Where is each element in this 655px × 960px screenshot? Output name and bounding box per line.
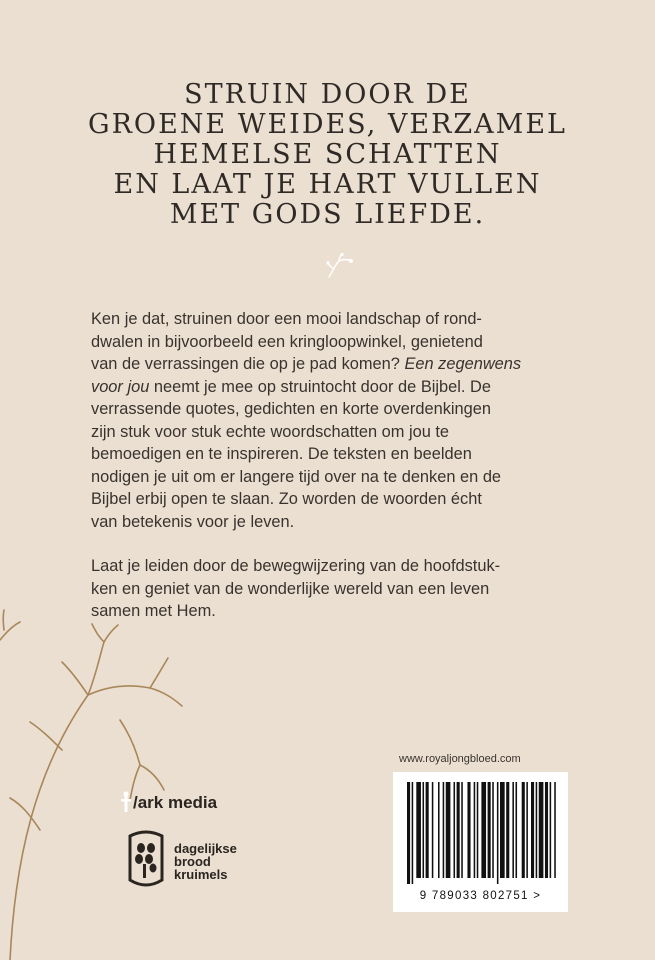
headline-line: EN LAAT JE HART VULLEN: [113, 169, 542, 200]
barcode-bar: [526, 782, 528, 878]
barcode-bar: [481, 782, 486, 878]
barcode-bar: [467, 782, 470, 878]
barcode-bar: [497, 782, 499, 884]
text-line: bemoedigen en te inspireren. De teksten en beelden: [91, 445, 472, 463]
text-line: zijn stuk voor stuk echte woordschatten om jou te: [91, 422, 450, 441]
barcode-bar: [554, 782, 556, 878]
barcode-bar: [545, 782, 548, 878]
barcode-bar: [488, 782, 491, 878]
barcode-bar: [457, 782, 460, 878]
description: [91, 308, 567, 645]
barcode-bar: [423, 782, 425, 878]
barcode-bar: [477, 782, 479, 878]
publisher-name: /ark media: [133, 793, 218, 812]
book-title-fragment: Een zegenwens: [404, 355, 522, 373]
barcode-bar: [512, 782, 514, 878]
text-fragment: van de verrassingen die op je pad komen?: [91, 355, 405, 373]
headline-line: GROENE WEIDES, VERZAMEL: [88, 109, 567, 140]
imprint-name-line: dagelijkse: [174, 840, 237, 856]
text-fragment: neemt je mee op struintocht door de Bijbel. De: [149, 377, 491, 396]
text-line: dwalen in bijvoorbeeld een kringloopwinkel, genietend: [91, 332, 483, 351]
dried-plant-illustration: [0, 600, 260, 960]
barcode-bar: [500, 782, 505, 878]
description-paragraph: [91, 308, 567, 533]
headline-line: STRUIN DOOR DE: [184, 79, 471, 110]
imprint-name: [174, 842, 237, 881]
barcode-bar: [550, 782, 552, 878]
bread-grain-icon: [122, 830, 170, 892]
ark-crown-icon: [119, 790, 133, 816]
barcode-bar: [446, 782, 451, 878]
headline-line: MET GODS LIEFDE.: [169, 199, 486, 230]
barcode-bar: [443, 782, 445, 878]
barcode-bar: [506, 782, 509, 878]
ark-media-logo: [119, 790, 217, 816]
headline-line: HEMELSE SCHATTEN: [153, 139, 502, 170]
barcode-bar: [416, 782, 421, 878]
text-line: [91, 353, 567, 376]
dagelijkse-broodkruimels-logo: [122, 830, 237, 892]
sprig-ornament-icon: [325, 253, 355, 279]
text-line: van betekenis voor je leven.: [91, 512, 295, 531]
description-paragraph: [91, 555, 567, 623]
barcode-bar: [412, 782, 414, 884]
barcode-bar: [474, 782, 476, 878]
barcode-bar: [516, 782, 518, 878]
barcode-bar: [536, 782, 538, 878]
isbn-barcode: [393, 772, 568, 912]
text-line: Ken je dat, struinen door een mooi landschap of rond-: [91, 310, 482, 328]
barcode-bars: [393, 772, 568, 887]
barcode-bar: [426, 782, 429, 878]
barcode-bar: [461, 782, 463, 878]
barcode-bar: [407, 782, 410, 884]
text-line: ken en geniet van de wonderlijke wereld van een leven: [91, 579, 490, 598]
headline: [0, 80, 655, 230]
barcode-bar: [531, 782, 534, 878]
isbn-digits: 9 789033 802751 >: [419, 890, 542, 902]
text-line: samen met Hem.: [91, 602, 216, 620]
text-line: [91, 376, 567, 399]
barcode-bar: [539, 782, 544, 878]
barcode-bar: [492, 782, 494, 878]
imprint-name-line: brood: [174, 853, 211, 869]
book-title-fragment: voor jou: [91, 377, 150, 396]
text-line: nodigen je uit om er langere tijd over na te denken en de: [91, 467, 502, 486]
imprint-name-line: kruimels: [174, 866, 228, 882]
barcode-bar: [522, 782, 525, 878]
barcode-bar: [432, 782, 434, 878]
barcode-bar: [438, 782, 440, 878]
website-url: www.royaljongbloed.com: [399, 753, 521, 765]
text-line: Bijbel erbij open te slaan. Zo worden de woorden écht: [91, 490, 482, 508]
barcode-bar: [454, 782, 456, 878]
text-line: Laat je leiden door de bewegwijzering van de hoofdstuk-: [91, 557, 501, 575]
text-line: verrassende quotes, gedichten en korte overdenkingen: [91, 400, 492, 418]
